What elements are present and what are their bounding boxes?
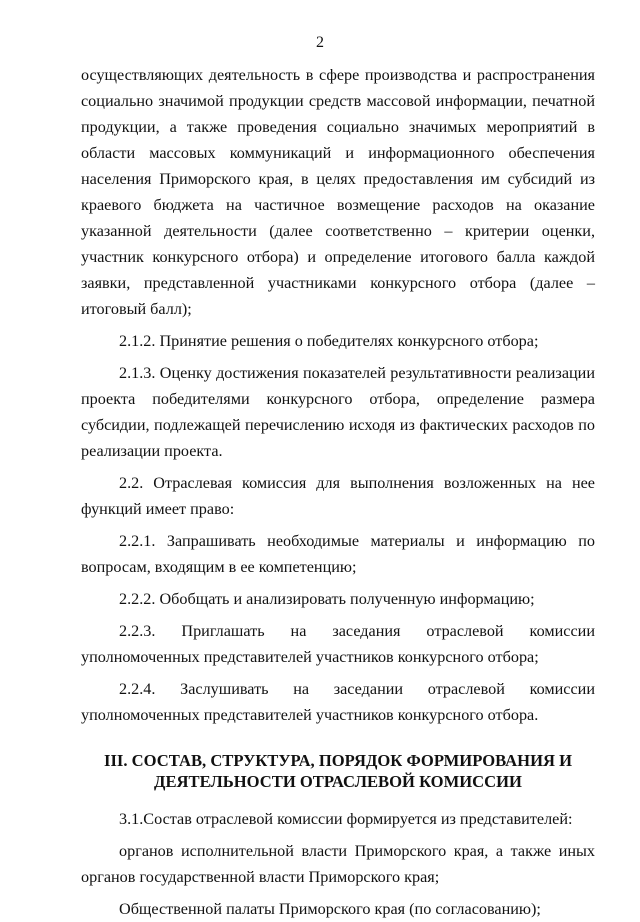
paragraph-2-2-1: 2.2.1. Запрашивать необходимые материалы и информацию по вопросам, входящим в ее компетенцию; (81, 532, 595, 576)
paragraph-public-chamber: Общественной палаты Приморского края (по согласованию); (119, 900, 541, 918)
paragraph-3-1: 3.1.Состав отраслевой комиссии формируется из представителей: (119, 810, 573, 828)
section-heading (81, 750, 595, 792)
paragraph-2-1-3: 2.1.3. Оценку достижения показателей результативности реализации проекта победителями конкурсного отбора, определение размера субсидии, подлежащей перечислению исходя из фактических расходов по реализации проекта. (81, 364, 595, 460)
page-number: 2 (316, 34, 324, 51)
paragraph-2-1-2: 2.1.2. Принятие решения о победителях конкурсного отбора; (119, 332, 539, 350)
paragraph-2-2-2: 2.2.2. Обобщать и анализировать полученную информацию; (119, 590, 535, 608)
paragraph-2-2-3: 2.2.3. Приглашать на заседания отраслевой комиссии уполномоченных представителей участников конкурсного отбора; (81, 622, 595, 666)
section-heading-line-2: ДЕЯТЕЛЬНОСТИ ОТРАСЛЕВОЙ КОМИССИИ (154, 772, 522, 791)
paragraph-2-2: 2.2. Отраслевая комиссия для выполнения возложенных на нее функций имеет право: (81, 474, 595, 518)
paragraph-continuation: осуществляющих деятельность в сфере производства и распространения социально значимой продукции средств массовой информации, печатной продукции, а также проведения социально значимых мероприятий в области массовых коммуникаций и информационного обеспечения населения Приморского края, в целях предоставления им субсидий из краевого бюджета на частичное возмещение расходов на оказание указанной деятельности (далее соответственно – критерии оценки, участник конкурсного отбора) и определение итогового балла каждой заявки, представленной участниками конкурсного отбора (далее – итоговый балл); (81, 66, 595, 318)
paragraph-executive-bodies: органов исполнительной власти Приморского края, а также иных органов государственной власти Приморского края; (81, 842, 595, 886)
section-heading-line-1: III. СОСТАВ, СТРУКТУРА, ПОРЯДОК ФОРМИРОВАНИЯ И (103, 751, 573, 770)
paragraph-2-2-4: 2.2.4. Заслушивать на заседании отраслевой комиссии уполномоченных представителей участников конкурсного отбора. (81, 680, 595, 724)
document-body (81, 62, 595, 922)
